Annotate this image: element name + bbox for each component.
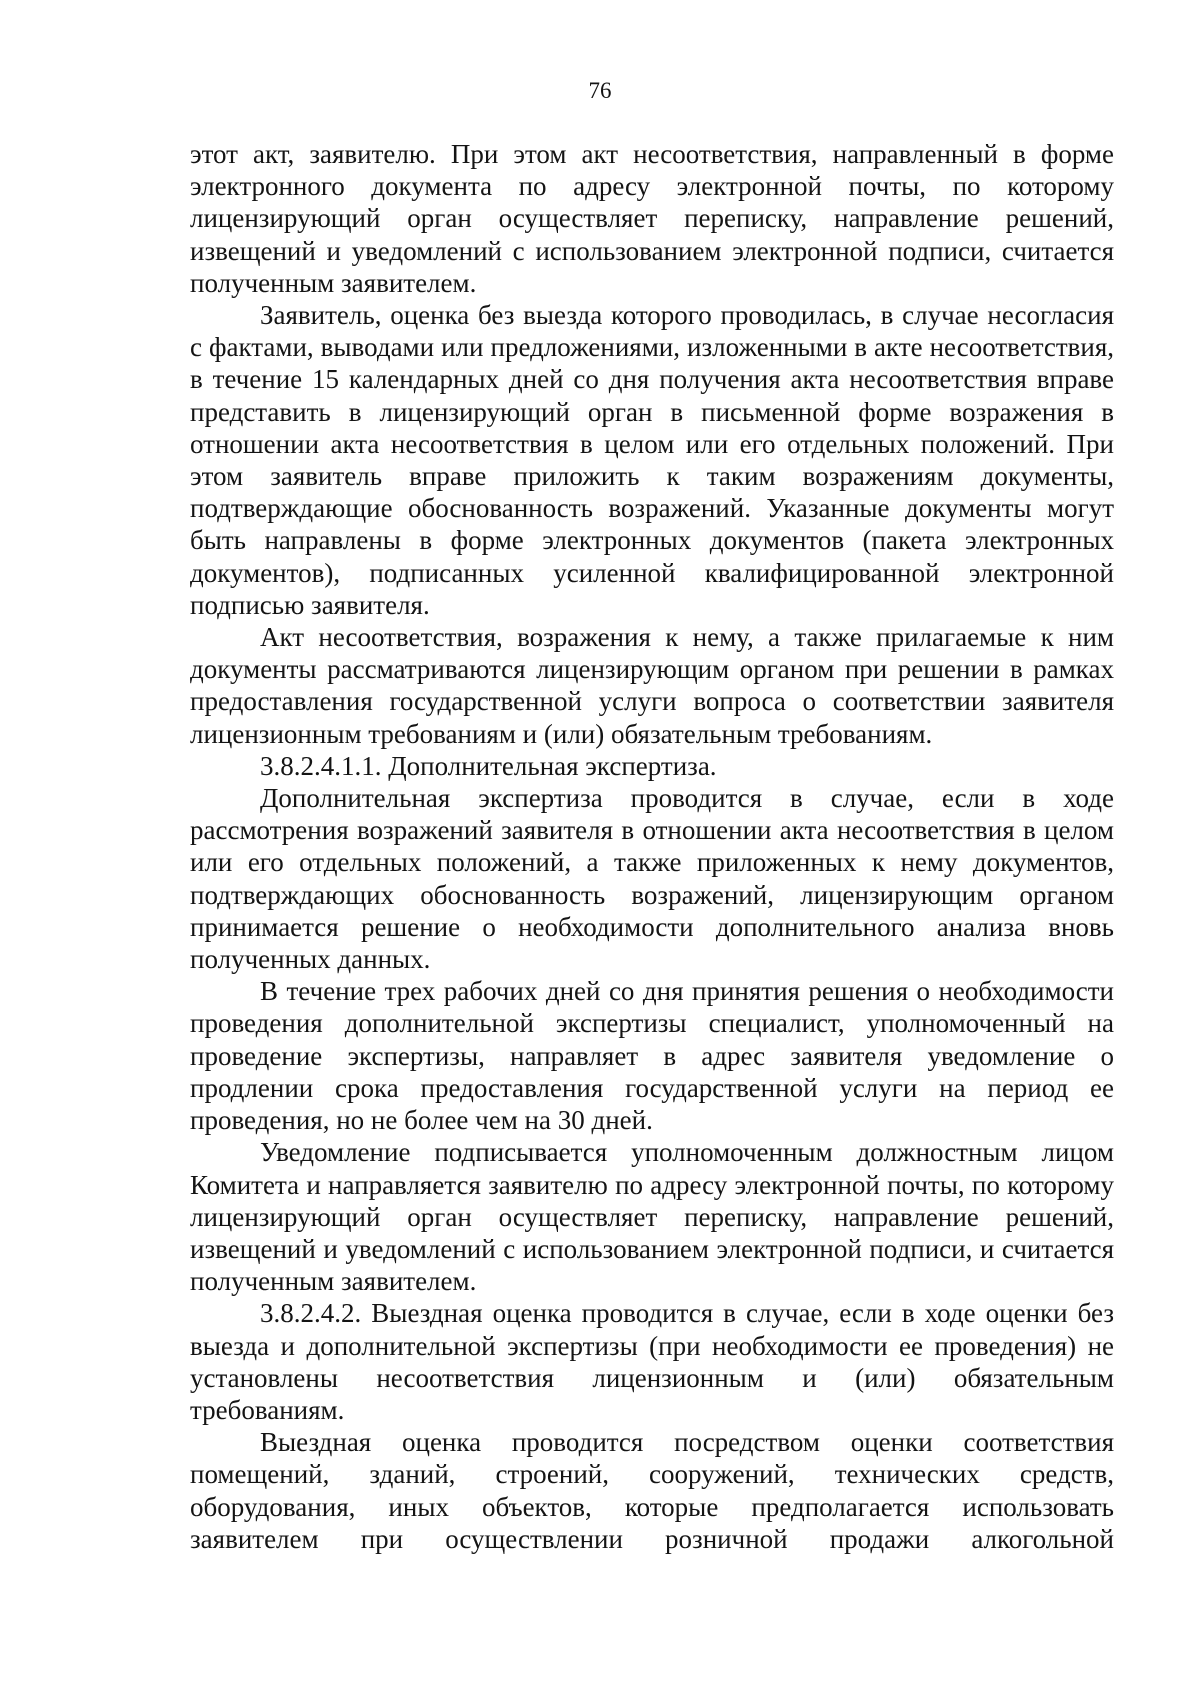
paragraph-5: Дополнительная экспертиза проводится в случае, если в ходе рассмотрения возражений заявителя в отношении акта несоответствия в целом или его отдельных положений, а также приложенных к нему документов, подтверждающих обоснованность возражений, лицензирующим органом принимается решение о необходимости дополнительного анализа вновь полученных данных. (190, 783, 1114, 975)
paragraph-9: Выездная оценка проводится посредством оценки соответствия помещений, зданий, строений, сооружений, технических средств, оборудования, иных объектов, которые предполагается использовать заявителем при осуществлении розничной продажи алкогольной (190, 1427, 1114, 1554)
paragraph-7: Уведомление подписывается уполномоченным должностным лицом Комитета и направляется заявителю по адресу электронной почты, по которому лицензирующий орган осуществляет переписку, направление решений, извещений и уведомлений с использованием электронной подписи, и считается полученным заявителем. (190, 1137, 1114, 1297)
section-heading-3-8-2-4-1-1: 3.8.2.4.1.1. Дополнительная экспертиза. (260, 750, 717, 781)
paragraph-6: В течение трех рабочих дней со дня принятия решения о необходимости проведения дополнительной экспертизы специалист, уполномоченный на проведение экспертизы, направляет в адрес заявителя уведомление о продлении срока предоставления государственной услуги на период ее проведения, но не более чем на 30 дней. (190, 976, 1114, 1136)
paragraph-2: Заявитель, оценка без выезда которого проводилась, в случае несогласия с фактами, выводами или предложениями, изложенными в акте несоответствия, в течение 15 календарных дней со дня получения акта несоответствия вправе представить в лицензирующий орган в письменной форме возражения в отношении акта несоответствия в целом или его отдельных положений. При этом заявитель вправе приложить к таким возражениям документы, подтверждающие обоснованность возражений. Указанные документы могут быть направлены в форме электронных документов (пакета электронных документов), подписанных усиленной квалифицированной электронной подписью заявителя. (190, 300, 1114, 620)
page-number: 76 (588, 78, 612, 103)
paragraph-8: 3.8.2.4.2. Выездная оценка проводится в случае, если в ходе оценки без выезда и дополнительной экспертизы (при необходимости ее проведения) не установлены несоответствия лицензионным и (или) обязательным требованиям. (190, 1298, 1114, 1425)
document-body (190, 138, 1114, 1555)
paragraph-3: Акт несоответствия, возражения к нему, а также прилагаемые к ним документы рассматриваются лицензирующим органом при решении в рамках предоставления государственной услуги вопроса о соответствии заявителя лицензионным требованиям и (или) обязательным требованиям. (190, 622, 1114, 749)
paragraph-1: этот акт, заявителю. При этом акт несоответствия, направленный в форме электронного документа по адресу электронной почты, по которому лицензирующий орган осуществляет переписку, направление решений, извещений и уведомлений с использованием электронной подписи, считается полученным заявителем. (190, 139, 1114, 298)
